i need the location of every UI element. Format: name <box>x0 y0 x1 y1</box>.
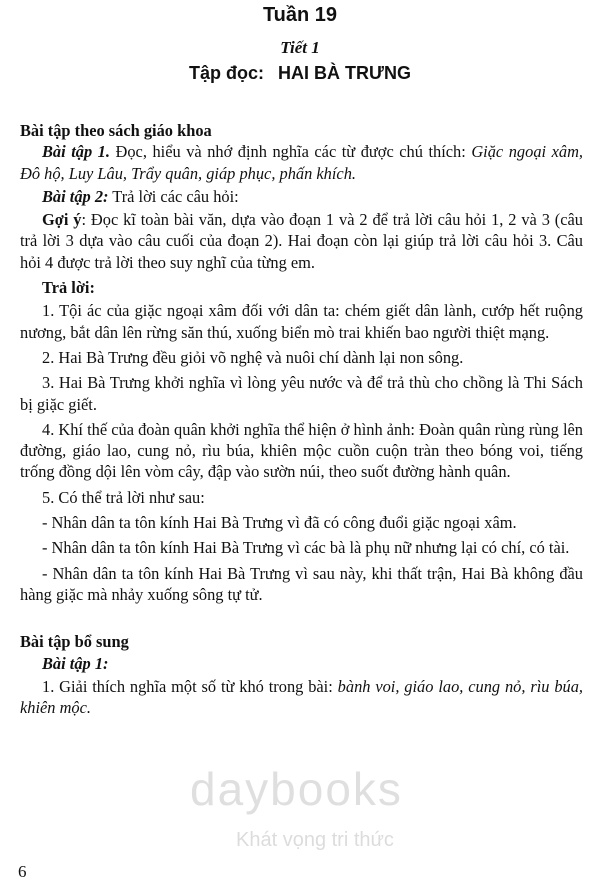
answer-5: 5. Có thể trả lời như sau: <box>42 487 205 507</box>
watermark-slogan: Khát vọng tri thức <box>236 829 394 851</box>
watermark-brand: daybooks <box>190 763 403 815</box>
topic-heading <box>0 63 600 84</box>
topic-title: HAI BÀ TRƯNG <box>278 63 411 83</box>
exercise-2-text: Trả lời các câu hỏi: <box>108 186 239 206</box>
section-heading-textbook: Bài tập theo sách giáo khoa <box>20 121 212 140</box>
supplementary-exercise-1-label: Bài tập 1: <box>42 653 109 673</box>
topic-label: Tập đọc: <box>189 63 265 83</box>
hint-text: : Đọc kĩ toàn bài văn, dựa vào đoạn 1 và 2 để trả lời câu hỏi 1, 2 và 3 (câu trả lời 3 dựa vào câu cuối của đoạn 2). Hai đoạn còn lại giúp trả lời câu hỏi 3. Câu hỏi 4 được trả lời theo suy nghĩ của từng em. <box>20 210 583 272</box>
exercise-1-label: Bài tập 1. <box>42 142 110 162</box>
answer-5c: - Nhân dân ta tôn kính Hai Bà Trưng vì sau này, khi thất trận, Hai Bà không đầu hàng giặc mà nhảy xuống sông tự tử. <box>20 563 583 604</box>
supplementary-exercise-1-terms: bành voi, giáo lao, cung nỏ, rìu búa, khiên mộc. <box>20 676 583 718</box>
week-title: Tuần 19 <box>262 4 338 26</box>
answer-heading: Trả lời: <box>42 278 95 298</box>
answer-5b: - Nhân dân ta tôn kính Hai Bà Trưng vì các bà là phụ nữ nhưng lại có chí, có tài. <box>42 538 570 558</box>
page-number: 6 <box>18 862 27 881</box>
hint-label: Gợi ý <box>42 210 82 230</box>
answer-3: 3. Hai Bà Trưng khởi nghĩa vì lòng yêu nước và để trả thù cho chồng là Thi Sách bị giặc giết. <box>20 373 583 414</box>
answer-5a: - Nhân dân ta tôn kính Hai Bà Trưng vì đã có công đuổi giặc ngoại xâm. <box>42 513 517 533</box>
supplementary-exercise-1-text: 1. Giải thích nghĩa một số từ khó trong bài: <box>42 676 338 696</box>
answer-4: 4. Khí thế của đoàn quân khởi nghĩa thể hiện ở hình ảnh: Đoàn quân rùng rùng lên đường, giáo lao, cung nỏ, rìu búa, khiên mộc cuồn cuộn tràn theo bóng voi, tiếng trống đồng dội lên vòm cây, đập vào sườn núi, theo suốt đường hành quân. <box>20 419 583 482</box>
answer-1: 1. Tội ác của giặc ngoại xâm đối với dân ta: chém giết dân lành, cướp hết ruộng nương, bắt dân lên rừng săn thú, xuống biển mò trai khiến bao người thiệt mạng. <box>20 301 583 342</box>
section-heading-supplementary: Bài tập bổ sung <box>20 632 129 652</box>
exercise-1-text: Đọc, hiểu và nhớ định nghĩa các từ được chú thích: <box>109 142 472 162</box>
exercise-1 <box>20 141 583 184</box>
exercise-2-label: Bài tập 2: <box>42 186 109 206</box>
lesson-subtitle: Tiết 1 <box>280 38 320 57</box>
exercise-2 <box>20 186 583 207</box>
exercise-1-terms: Giặc ngoại xâm, Đô hộ, Luy Lâu, Trẩy quân, giáp phục, phấn khích. <box>20 142 584 183</box>
body-text <box>20 120 583 722</box>
answer-2: 2. Hai Bà Trưng đều giỏi võ nghệ và nuôi chí dành lại non sông. <box>42 347 464 367</box>
hint-paragraph <box>20 209 583 273</box>
supplementary-exercise-1 <box>20 676 583 719</box>
